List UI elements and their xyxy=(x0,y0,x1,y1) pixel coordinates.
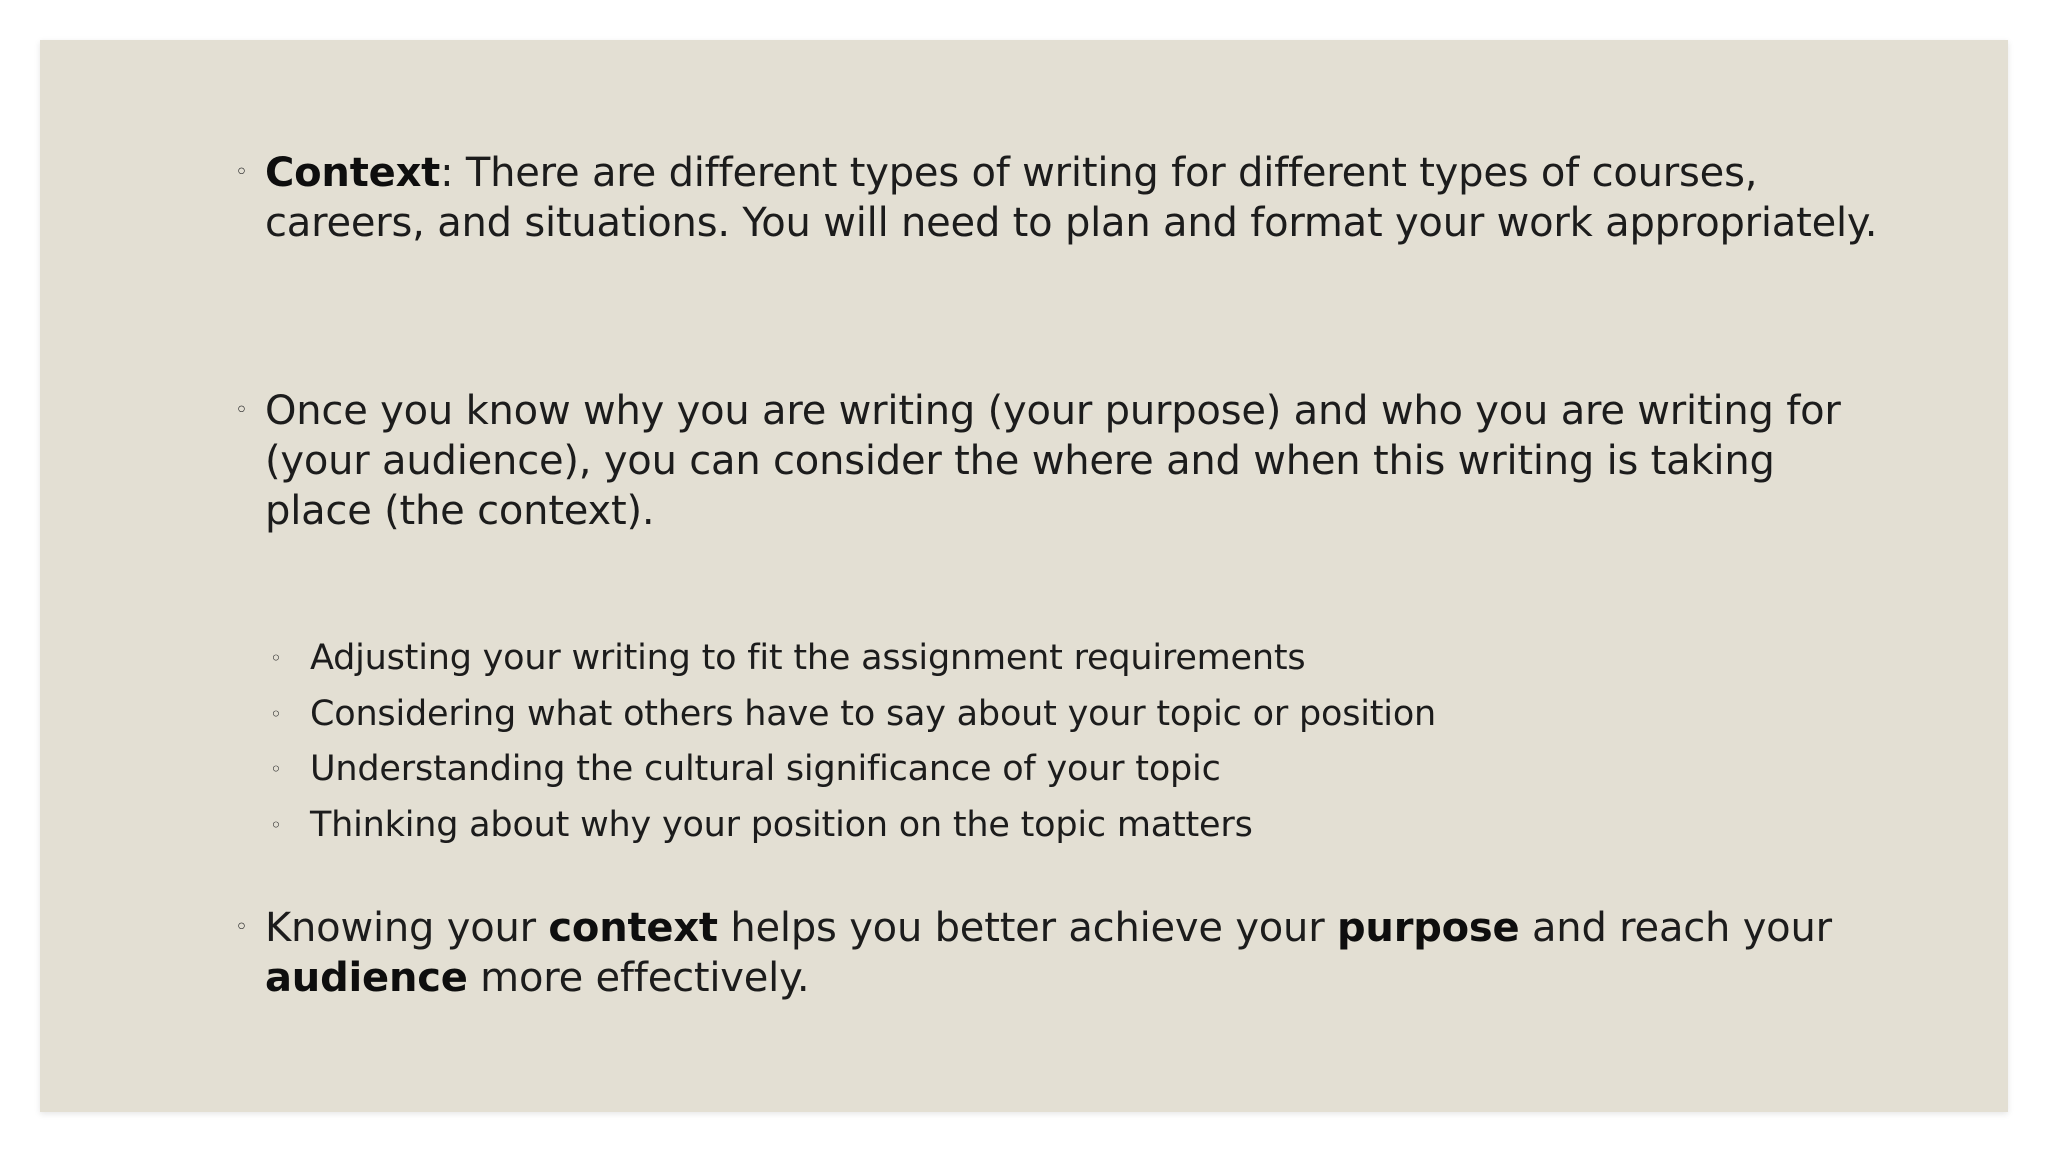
sub-bullet-text: Adjusting your writing to fit the assignment requirements xyxy=(310,638,1306,678)
bullet-body: : There are different types of writing for different types of courses, careers, and situations. You will need to plan and format your work appropriately. xyxy=(265,150,1878,246)
sub-bullet-marker: ◦ xyxy=(270,813,282,837)
sub-bullet-marker: ◦ xyxy=(270,702,282,726)
bullet-text xyxy=(265,903,1885,1003)
bold-term-context: Context xyxy=(265,150,441,196)
slide xyxy=(40,40,2008,1112)
sub-bullet-text: Considering what others have to say about your topic or position xyxy=(310,694,1437,734)
bullet-text: Once you know why you are writing (your purpose) and who you are writing for (your audience), you can consider the where and when this writing is taking place (the context). xyxy=(265,388,1841,534)
sub-bullet-2 xyxy=(270,687,1870,742)
conclusion-text-2: helps you better achieve your xyxy=(717,905,1337,951)
sub-bullet-marker: ◦ xyxy=(270,646,282,670)
sub-bullet-3 xyxy=(270,742,1870,797)
bullet-purpose-audience xyxy=(225,386,1885,536)
bold-term-audience: audience xyxy=(265,955,468,1001)
conclusion-text-3: and reach your xyxy=(1519,905,1832,951)
bullet-context-definition xyxy=(225,148,1885,248)
sub-bullet-1 xyxy=(270,631,1870,686)
sub-bullet-text: Thinking about why your position on the topic matters xyxy=(310,805,1253,845)
conclusion-text-1: Knowing your xyxy=(265,905,549,951)
bullet-text xyxy=(265,148,1885,248)
bullet-marker: ◦ xyxy=(235,398,248,423)
sub-bullet-4 xyxy=(270,798,1870,853)
bullet-marker: ◦ xyxy=(235,160,248,185)
bullet-marker: ◦ xyxy=(235,915,248,940)
bullet-conclusion xyxy=(225,903,1885,1003)
sub-bullet-marker: ◦ xyxy=(270,757,282,781)
bold-term-purpose: purpose xyxy=(1336,905,1520,951)
sub-bullet-text: Understanding the cultural significance of your topic xyxy=(310,749,1221,789)
bold-term-context: context xyxy=(548,905,718,951)
conclusion-text-4: more effectively. xyxy=(467,955,810,1001)
